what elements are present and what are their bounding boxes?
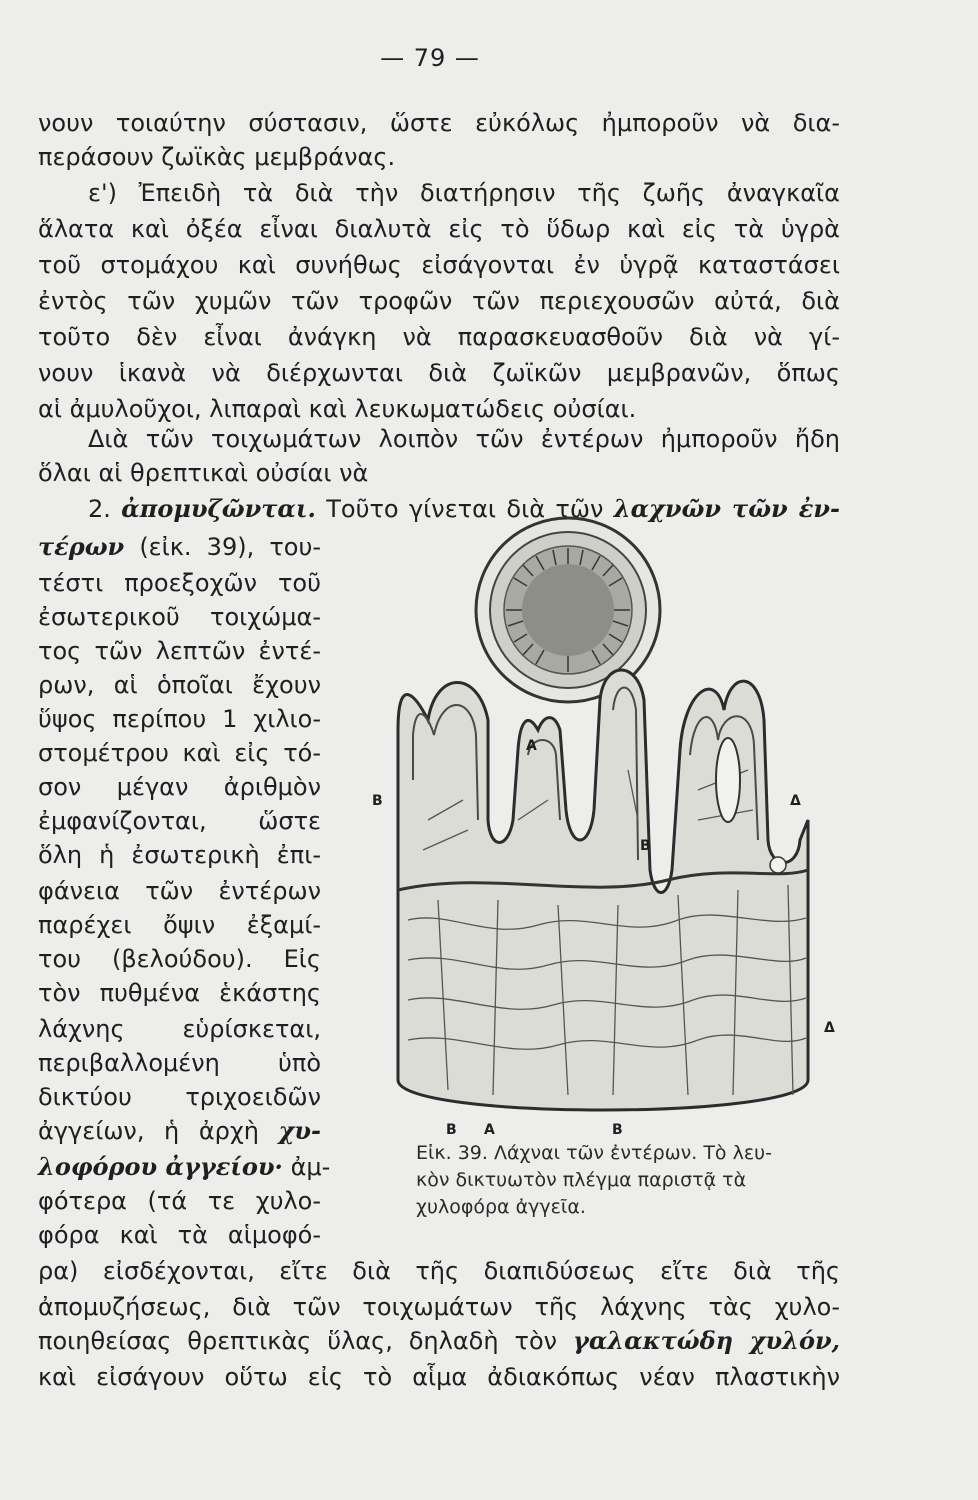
page-number: — 79 — [380, 44, 480, 72]
caption-line: χυλοφόρα ἀγγεῖα. [416, 1196, 586, 1218]
section-number: 2. [88, 495, 111, 523]
label-a-top: A [526, 738, 537, 754]
text-line: σον μέγαν ἀριθμὸν [38, 773, 321, 801]
text-line: νουν ἱκανὰ νὰ διέρχωνται διὰ ζωϊκῶν μεμβρανῶν, ὅπως [38, 359, 840, 387]
figure-caption [416, 1140, 836, 1221]
text-line: τοῦ στομάχου καὶ συνήθως εἰσάγονται ἐν ὑγρᾷ καταστάσει [38, 251, 840, 279]
text-line: νουν τοιαύτην σύστασιν, ὥστε εὐκόλως ἠμποροῦν νὰ δια- [38, 109, 840, 137]
label-b-bottom-2: B [612, 1122, 623, 1138]
term-chylophoros-2: λοφόρου ἀγγείου· [38, 1152, 283, 1181]
text-line: περιβαλλομένη ὑπὸ [38, 1049, 321, 1077]
section-text: Τοῦτο γίνεται διὰ τῶν [326, 495, 604, 523]
label-delta-right: Δ [790, 793, 801, 809]
villi-illustration [368, 520, 838, 1140]
text-line: λάχνης εὑρίσκεται, [38, 1015, 321, 1043]
text-line: τὸν πυθμένα ἑκάστης [38, 979, 321, 1007]
text-line: αἱ ἀμυλοῦχοι, λιπαραὶ καὶ λευκωματώδεις οὐσίαι. [38, 395, 637, 423]
text-line: ὅλη ἡ ἐσωτερικὴ ἐπι- [38, 841, 321, 869]
text-line [38, 1150, 331, 1184]
term-enteron: τέρων [38, 532, 125, 561]
text-fragment: ἀγγείων, ἡ ἀρχὴ [38, 1117, 259, 1145]
text-line: του (βελούδου). Εἰς [38, 945, 321, 973]
text-line: τοῦτο δὲν εἶναι ἀνάγκη νὰ παρασκευασθοῦν διὰ νὰ γί- [38, 323, 840, 351]
term-galaktodis-chylos: γαλακτώδη χυλόν, [572, 1326, 840, 1355]
text-line: ρων, αἱ ὁποῖαι ἔχουν [38, 671, 321, 699]
text-line: φόρα καὶ τὰ αἱμοφό- [38, 1221, 321, 1249]
text-line: ε') Ἐπειδὴ τὰ διὰ τὴν διατήρησιν τῆς ζωῆς ἀναγκαῖα [88, 179, 840, 207]
text-line: τέστι προεξοχῶν τοῦ [38, 569, 321, 597]
text-line: δικτύου τριχοειδῶν [38, 1083, 321, 1111]
term-chylophoros: χυ- [278, 1116, 321, 1145]
text-line: περάσουν ζωϊκὰς μεμβράνας. [38, 143, 396, 171]
text-line: τος τῶν λεπτῶν ἐντέ- [38, 637, 321, 665]
text-line: καὶ εἰσάγουν οὕτω εἰς τὸ αἷμα ἀδιακόπως νέαν πλαστικὴν [38, 1363, 840, 1391]
text-line: ἅλατα καὶ ὀξέα εἶναι διαλυτὰ εἰς τὸ ὕδωρ καὶ εἰς τὰ ὑγρὰ [38, 215, 840, 243]
text-line: Διὰ τῶν τοιχωμάτων λοιπὸν τῶν ἐντέρων ἠμποροῦν ἤδη [88, 425, 840, 453]
intestinal-villi-figure [368, 520, 838, 1144]
villi-longitudinal-section [398, 670, 808, 1110]
text-line [38, 1324, 840, 1358]
text-line: ἀπομυζήσεως, διὰ τῶν τοιχωμάτων τῆς λάχνης τὰς χυλο- [38, 1293, 840, 1321]
text-line: φότερα (τά τε χυλο- [38, 1187, 321, 1215]
text-line: ὅλαι αἱ θρεπτικαὶ οὐσίαι νὰ [38, 459, 369, 487]
text-line: ὕψος περίπου 1 χιλιο- [38, 705, 321, 733]
text-line [38, 1114, 321, 1148]
text-line: ἐντὸς τῶν χυμῶν τῶν τροφῶν τῶν περιεχουσῶν αὐτά, διὰ [38, 287, 840, 315]
text-line: ρα) εἰσδέχονται, εἴτε διὰ τῆς διαπιδύσεως εἴτε διὰ τῆς [38, 1257, 840, 1285]
label-b-left: B [372, 793, 383, 809]
label-b-bottom-1: B [446, 1122, 457, 1138]
text-line: ἐμφανίζονται, ὥστε [38, 807, 321, 835]
label-delta-bottom: Δ [824, 1020, 835, 1036]
label-a-bottom: A [484, 1122, 495, 1138]
text-fragment: ποιηθείσας θρεπτικὰς ὕλας, δηλαδὴ τὸν [38, 1327, 558, 1355]
label-b-middle: B [640, 838, 651, 854]
text-line: στομέτρου καὶ εἰς τό- [38, 739, 321, 767]
caption-line: κὸν δικτυωτὸν πλέγμα παριστᾷ τὰ [416, 1169, 747, 1191]
caption-line: Εἰκ. 39. Λάχναι τῶν ἐντέρων. Τὸ λευ- [416, 1142, 772, 1164]
text-line: παρέχει ὄψιν ἐξαμί- [38, 911, 321, 939]
section-term: ἀπομυζῶνται. [121, 494, 316, 523]
text-line: φάνεια τῶν ἐντέρων [38, 877, 321, 905]
text-line: ἐσωτερικοῦ τοιχώμα- [38, 603, 321, 631]
text-line: τέρων (εἰκ. 39), του- [38, 532, 321, 561]
text-fragment: ἀμ- [290, 1153, 331, 1181]
section-term-2: λαχνῶν τῶν ἐν- [613, 494, 841, 523]
